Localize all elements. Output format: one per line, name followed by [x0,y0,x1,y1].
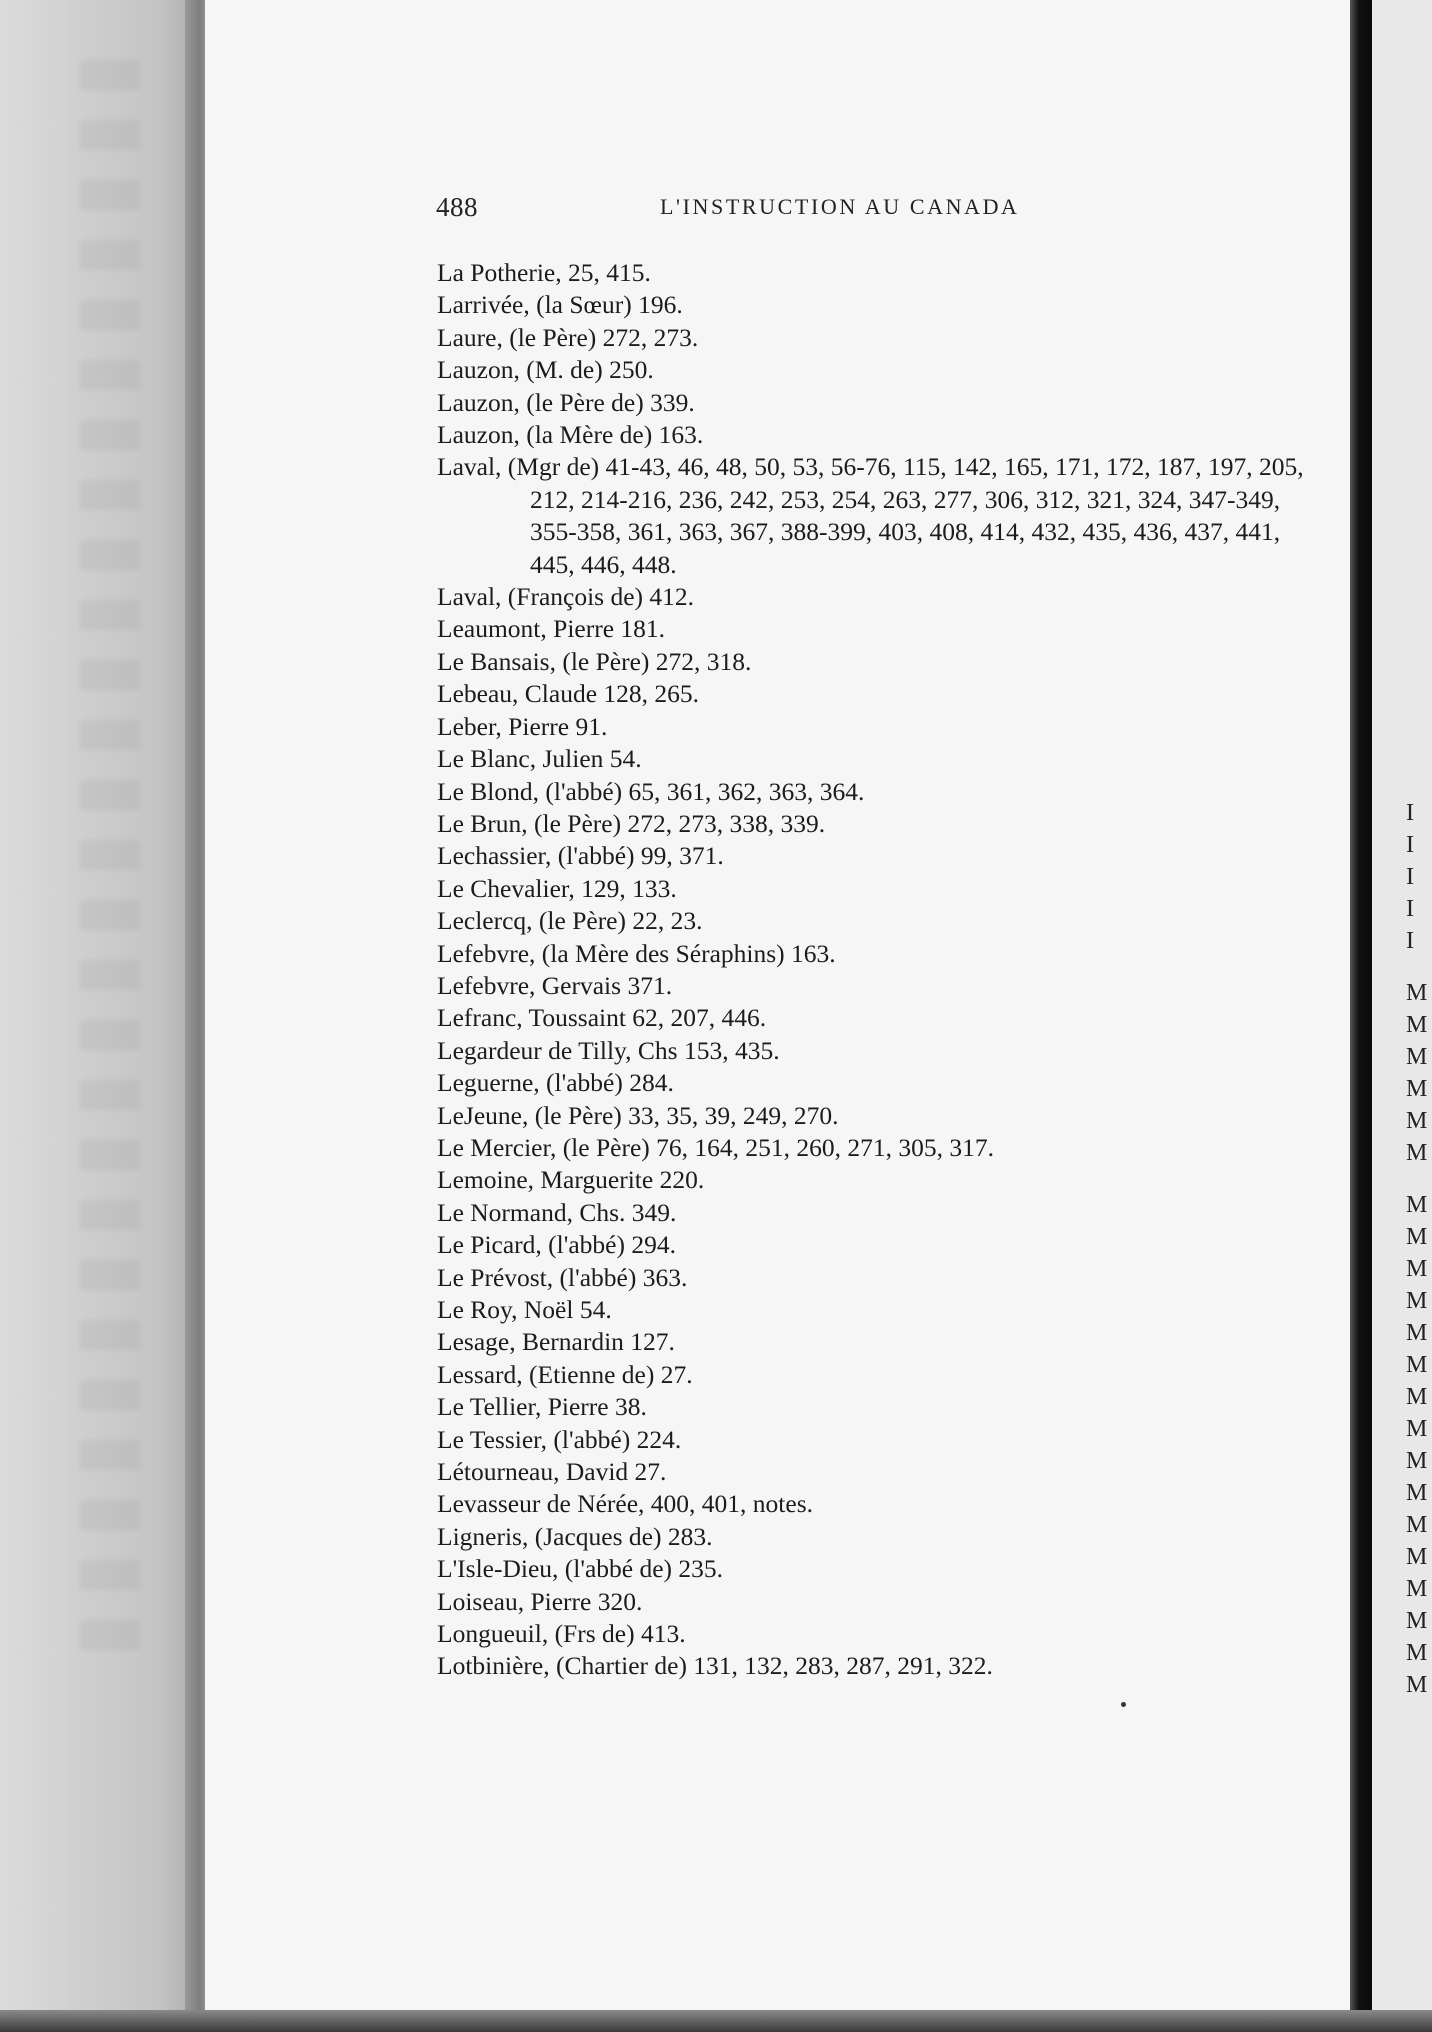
facing-page-letter: I [1406,800,1414,826]
facing-page-edge [1372,0,1432,2032]
index-entry: Lebeau, Claude 128, 265. [437,679,700,709]
facing-page-letter: M [1406,1320,1428,1346]
index-entry: Leclercq, (le Père) 22, 23. [437,906,703,936]
facing-page-letter: M [1406,1672,1428,1698]
index-entry: Leguerne, (l'abbé) 284. [437,1068,674,1098]
index-entry: Le Roy, Noël 54. [437,1295,612,1324]
facing-page-letter: M [1406,1108,1428,1134]
index-entry: Le Chevalier, 129, 133. [437,873,677,903]
index-entry: Le Picard, (l'abbé) 294. [437,1230,676,1260]
facing-page-letter: M [1406,1480,1428,1506]
index-entry: Larrivée, (la Sœur) 196. [437,290,683,320]
scan-bottom-edge [0,2010,1432,2032]
bleed-through-text [80,60,140,1660]
facing-page-letter: M [1406,1416,1428,1442]
index-entry: Le Mercier, (le Père) 76, 164, 251, 260, 271, 305, 317. [437,1132,995,1162]
index-entry: Lechassier, (l'abbé) 99, 371. [437,841,724,871]
index-entry: Lotbinière, (Chartier de) 131, 132, 283, 287, 291, 322. [437,1651,993,1681]
index-entry: Lemoine, Marguerite 220. [437,1165,705,1195]
index-entry: La Potherie, 25, 415. [437,258,651,287]
index-entry: Le Bansais, (le Père) 272, 318. [437,646,752,676]
facing-page-letter: M [1406,1012,1428,1038]
index-entry: Le Brun, (le Père) 272, 273, 338, 339. [437,808,826,838]
index-entry: Lesage, Bernardin 127. [437,1327,675,1357]
facing-page-letter: M [1406,1640,1428,1666]
facing-page-letter: M [1406,1224,1428,1250]
index-entry: Laval, (François de) 412. [437,582,695,612]
index-entry: Legardeur de Tilly, Chs 153, 435. [437,1035,780,1065]
index-entry: Le Normand, Chs. 349. [437,1197,677,1227]
facing-page-letter: I [1406,928,1414,954]
ink-dot [1121,1702,1126,1707]
index-entry: Létourneau, David 27. [437,1457,667,1487]
facing-page-letter: M [1406,1448,1428,1474]
index-entry: Lefebvre, (la Mère des Séraphins) 163. [437,938,836,968]
facing-page-letter: M [1406,1288,1428,1314]
running-header [436,192,1076,232]
index-entry: Le Prévost, (l'abbé) 363. [437,1262,688,1292]
facing-page-letter: I [1406,896,1414,922]
facing-page-letter: M [1406,1608,1428,1634]
index-entry: Laure, (le Père) 272, 273. [437,322,699,352]
index-entry: L'Isle-Dieu, (l'abbé de) 235. [437,1554,724,1584]
index-entry: Lefebvre, Gervais 371. [437,970,673,1000]
index-entry: Laval, (Mgr de) 41-43, 46, 48, 50, 53, 56-76, 115, 142, 165, 171, 172, 187, 197, 205, 212, 214-216, 236, 242, 253, 254, 263, 277, 306, 312, 321, 324, 347-349, 355-358, 361, 363, 367, 388-399, 403, 408, 414, 432, 435, 436, 437, 441, 445, 446, 448. [437,452,1304,579]
facing-page-letter: I [1406,832,1414,858]
index-list [437,257,1317,1683]
index-entry: Leaumont, Pierre 181. [437,614,666,644]
index-entry: Loiseau, Pierre 320. [437,1586,643,1616]
page-number: 488 [436,192,478,222]
previous-page-edge [0,0,200,2032]
facing-page-letter: M [1406,1576,1428,1602]
facing-page-letter: M [1406,1192,1428,1218]
facing-page-letter: M [1406,1352,1428,1378]
book-gutter [1350,0,1372,2032]
index-entry: Lauzon, (le Père de) 339. [437,387,695,417]
facing-page-letter: M [1406,1140,1428,1166]
index-entry: Longueuil, (Frs de) 413. [437,1619,686,1649]
index-entry: Levasseur de Nérée, 400, 401, notes. [437,1489,814,1519]
index-entry: Lefranc, Toussaint 62, 207, 446. [437,1003,767,1033]
facing-page-letter: M [1406,980,1428,1006]
index-entry: Le Blanc, Julien 54. [437,744,642,774]
index-entry: Lauzon, (la Mère de) 163. [437,420,704,450]
index-entry: LeJeune, (le Père) 33, 35, 39, 249, 270. [437,1100,839,1130]
facing-page-letter: M [1406,1512,1428,1538]
index-entry: Lauzon, (M. de) 250. [437,355,654,385]
index-entry: Ligneris, (Jacques de) 283. [437,1521,713,1551]
index-entry: Le Tellier, Pierre 38. [437,1392,647,1422]
index-entry: Le Tessier, (l'abbé) 224. [437,1424,682,1454]
facing-page-letter: M [1406,1256,1428,1282]
index-entry: Le Blond, (l'abbé) 65, 361, 362, 363, 364. [437,776,865,806]
index-entry: Leber, Pierre 91. [437,711,608,741]
facing-page-letter: M [1406,1044,1428,1070]
facing-page-letter: M [1406,1076,1428,1102]
facing-page-letter: M [1406,1544,1428,1570]
running-title: L'INSTRUCTION AU CANADA [660,194,1020,219]
index-entry: Lessard, (Etienne de) 27. [437,1359,693,1389]
facing-page-letter: M [1406,1384,1428,1410]
facing-page-letter: I [1406,864,1414,890]
